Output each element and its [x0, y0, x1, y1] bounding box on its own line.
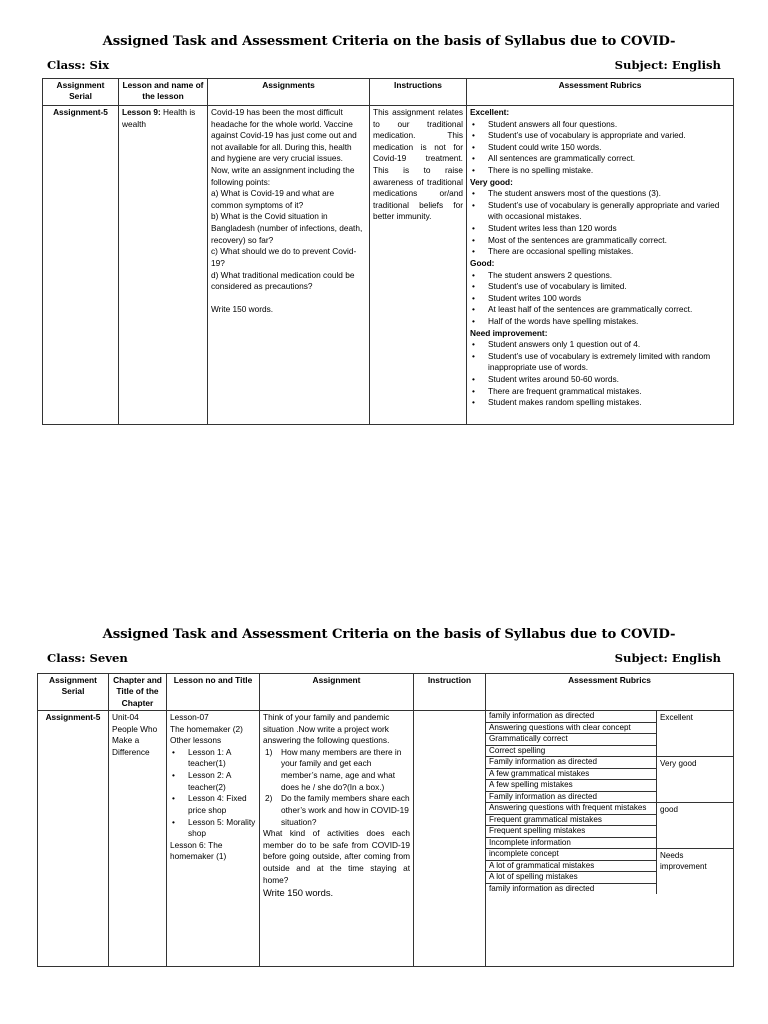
class-six-header-line	[0, 58, 768, 76]
rubrics-cell	[467, 106, 734, 425]
rubric-list-excellent	[470, 119, 730, 177]
assignment-prompt: Now, write an assignment including the following points:	[211, 165, 355, 187]
rubric-level-good: Good:	[470, 257, 495, 268]
rubric-item: • At least half of the sentences are grammatically correct.	[470, 304, 730, 316]
rubric-item: • Student makes random spelling mistakes.	[470, 397, 730, 409]
rubric-criterion: Frequent grammatical mistakes	[486, 814, 657, 826]
class-seven-subject: Subject: English	[614, 651, 721, 665]
assignment-cell	[208, 106, 370, 425]
question-number: 1)	[265, 746, 273, 757]
rubric-item: • There are frequent grammatical mistakes.	[470, 386, 730, 398]
other-lessons-label: Other lessons	[170, 735, 222, 746]
header-assignment-serial: Assignment Serial	[38, 674, 109, 711]
rubric-item: • Student’s use of vocabulary is generally appropriate and varied with occasional mistakes.	[470, 200, 730, 223]
assignment-paragraph: Covid-19 has been the most difficult headache for the whole world. Vaccine against Covid-19 has just come out and not available for all. During this, health and hygiene are very crucial issues.	[211, 107, 357, 164]
class-six-table	[42, 78, 734, 425]
class-seven-label: Class: Seven	[47, 651, 128, 665]
other-lesson-item: • Lesson 2: A teacher(2)	[170, 770, 256, 793]
rubric-item: • Student’s use of vocabulary is extremely limited with random inappropriate use of words.	[470, 351, 730, 374]
class-seven-header-line	[0, 651, 768, 669]
rubric-list-need-improvement	[470, 339, 730, 409]
rubric-item: • Student answers all four questions.	[470, 119, 730, 131]
class-seven-table	[37, 673, 734, 967]
header-assignment-serial: Assignment Serial	[43, 79, 119, 106]
rubric-level-need-improvement: Need improvement:	[470, 327, 548, 338]
rubric-item: • There is no spelling mistake.	[470, 165, 730, 177]
lesson-cell	[119, 106, 208, 425]
instruction-cell	[414, 711, 486, 967]
instructions-cell: This assignment relates to our traditional medication. This medication is not for Covid-19 treatment. This is to raise awareness of traditional medications or/and traditional beliefs for better immunity.	[370, 106, 467, 425]
rubric-criterion: Family information as directed	[486, 757, 657, 769]
header-rubrics: Assessment Rubrics	[467, 79, 734, 106]
assignment-point-a: a) What is Covid-19 and what are common symptoms of it?	[211, 188, 335, 210]
header-assignment: Assignment	[260, 674, 414, 711]
assignment-point-d: d) What traditional medication could be considered as precautions?	[211, 269, 355, 292]
rubric-item: • Student’s use of vocabulary is appropriate and varied.	[470, 130, 730, 142]
rubric-list-very-good	[470, 188, 730, 258]
rubric-item: • Student writes 100 words	[470, 293, 730, 305]
rubric-criterion: A few grammatical mistakes	[486, 768, 657, 780]
header-rubrics: Assessment Rubrics	[486, 674, 734, 711]
rubric-criterion: Answering questions with clear concept	[486, 722, 657, 734]
rubric-criterion: family information as directed	[486, 711, 657, 722]
rubric-criterion: A few spelling mistakes	[486, 780, 657, 792]
rubric-level-excellent: Excellent:	[470, 107, 510, 117]
assignment-point-b: b) What is the Covid situation in Bangladesh (number of infections, death, recovery) so far?	[211, 211, 363, 245]
chapter-title: People Who Make a Difference	[112, 723, 158, 757]
rubric-item: • The student answers 2 questions.	[470, 270, 730, 282]
class-seven-section	[0, 627, 768, 899]
assignment-intro: Think of your family and pandemic situation .Now write a project work answering the following questions.	[263, 712, 390, 746]
class-seven-title: Assigned Task and Assessment Criteria on the basis of Syllabus due to COVID-	[102, 627, 676, 642]
rubric-item: • There are occasional spelling mistakes.	[470, 246, 730, 258]
lesson-six: Lesson 6: The homemaker (1)	[170, 839, 227, 862]
question-number: 2)	[265, 793, 273, 804]
header-instructions: Instructions	[370, 79, 467, 106]
rubric-item: • Student answers only 1 question out of 4.	[470, 339, 730, 351]
other-lessons-list	[170, 747, 256, 840]
rubric-item: • Student writes less than 120 words	[470, 223, 730, 235]
other-lesson-item: • Lesson 5: Morality shop	[170, 817, 256, 840]
lesson-name: Health is wealth	[122, 107, 196, 129]
rubric-criterion: incomplete concept	[486, 849, 657, 861]
other-lesson-item: • Lesson 1: A teacher(1)	[170, 747, 256, 770]
rubric-criterion: A lot of grammatical mistakes	[486, 860, 657, 872]
rubric-level-excellent: Excellent	[657, 711, 734, 757]
lesson-cell	[167, 711, 260, 967]
assignment-word-count: Write 150 words.	[263, 887, 334, 899]
lesson-number: Lesson 9:	[122, 107, 161, 117]
lesson-number: Lesson-07	[170, 712, 209, 723]
question-text: Do the family members share each other’s work and how in COVID-19 situation?	[281, 793, 410, 827]
header-assignments: Assignments	[208, 79, 370, 106]
header-lesson: Lesson and name of the lesson	[119, 79, 208, 106]
lesson-title: The homemaker (2)	[170, 723, 243, 734]
rubric-item: • The student answers most of the questions (3).	[470, 188, 730, 200]
rubrics-cell	[486, 711, 734, 967]
rubric-criterion: Correct spelling	[486, 745, 657, 757]
rubric-item: • Half of the words have spelling mistakes.	[470, 316, 730, 328]
rubric-criterion: A lot of spelling mistakes	[486, 872, 657, 884]
rubric-criterion: Frequent spelling mistakes	[486, 826, 657, 838]
assignment-cell	[260, 711, 414, 967]
rubric-level-very-good: Very good	[657, 757, 734, 803]
rubric-level-very-good: Very good:	[470, 176, 513, 187]
header-lesson: Lesson no and Title	[167, 674, 260, 711]
rubric-item: • Student writes around 50-60 words.	[470, 374, 730, 386]
assignment-question	[263, 793, 410, 828]
assignment-word-count: Write 150 words.	[211, 303, 274, 314]
rubric-grid	[486, 711, 733, 894]
chapter-unit: Unit-04	[112, 712, 139, 723]
assignment-questions	[263, 747, 410, 828]
assignment-serial-cell: Assignment-5	[38, 711, 109, 967]
assignment-question	[263, 747, 410, 793]
chapter-cell	[109, 711, 167, 967]
header-instruction: Instruction	[414, 674, 486, 711]
rubric-criterion: family information as directed	[486, 883, 657, 894]
rubric-criterion: Incomplete information	[486, 837, 657, 849]
assignment-followup: What kind of activities does each member do to be safe from COVID-19 before going outside, after coming from outside and at the time staying at home?	[263, 828, 410, 885]
rubric-level-good: good	[657, 803, 734, 849]
rubric-item: • Student could write 150 words.	[470, 142, 730, 154]
rubric-criterion: Family information as directed	[486, 791, 657, 803]
header-chapter: Chapter and Title of the Chapter	[109, 674, 167, 711]
rubric-level-needs-improvement: Needs improvement	[657, 849, 734, 895]
assignment-point-c: c) What should we do to prevent Covid-19?	[211, 246, 357, 268]
rubric-item: • Student’s use of vocabulary is limited.	[470, 281, 730, 293]
rubric-item: • Most of the sentences are grammatically correct.	[470, 235, 730, 247]
rubric-criterion: Grammatically correct	[486, 734, 657, 746]
rubric-list-good	[470, 270, 730, 328]
rubric-criterion: Answering questions with frequent mistakes	[486, 803, 657, 815]
assignment-serial-cell: Assignment-5	[43, 106, 119, 425]
rubric-item: • All sentences are grammatically correct.	[470, 153, 730, 165]
question-text: How many members are there in your family and get each member’s name, age and what does he / she do?(In a box.)	[281, 746, 402, 792]
other-lesson-item: • Lesson 4: Fixed price shop	[170, 793, 256, 816]
class-six-label: Class: Six	[47, 58, 110, 72]
class-six-subject: Subject: English	[614, 58, 721, 72]
class-six-title: Assigned Task and Assessment Criteria on the basis of Syllabus due to COVID-	[102, 34, 676, 49]
class-six-section	[0, 34, 768, 408]
